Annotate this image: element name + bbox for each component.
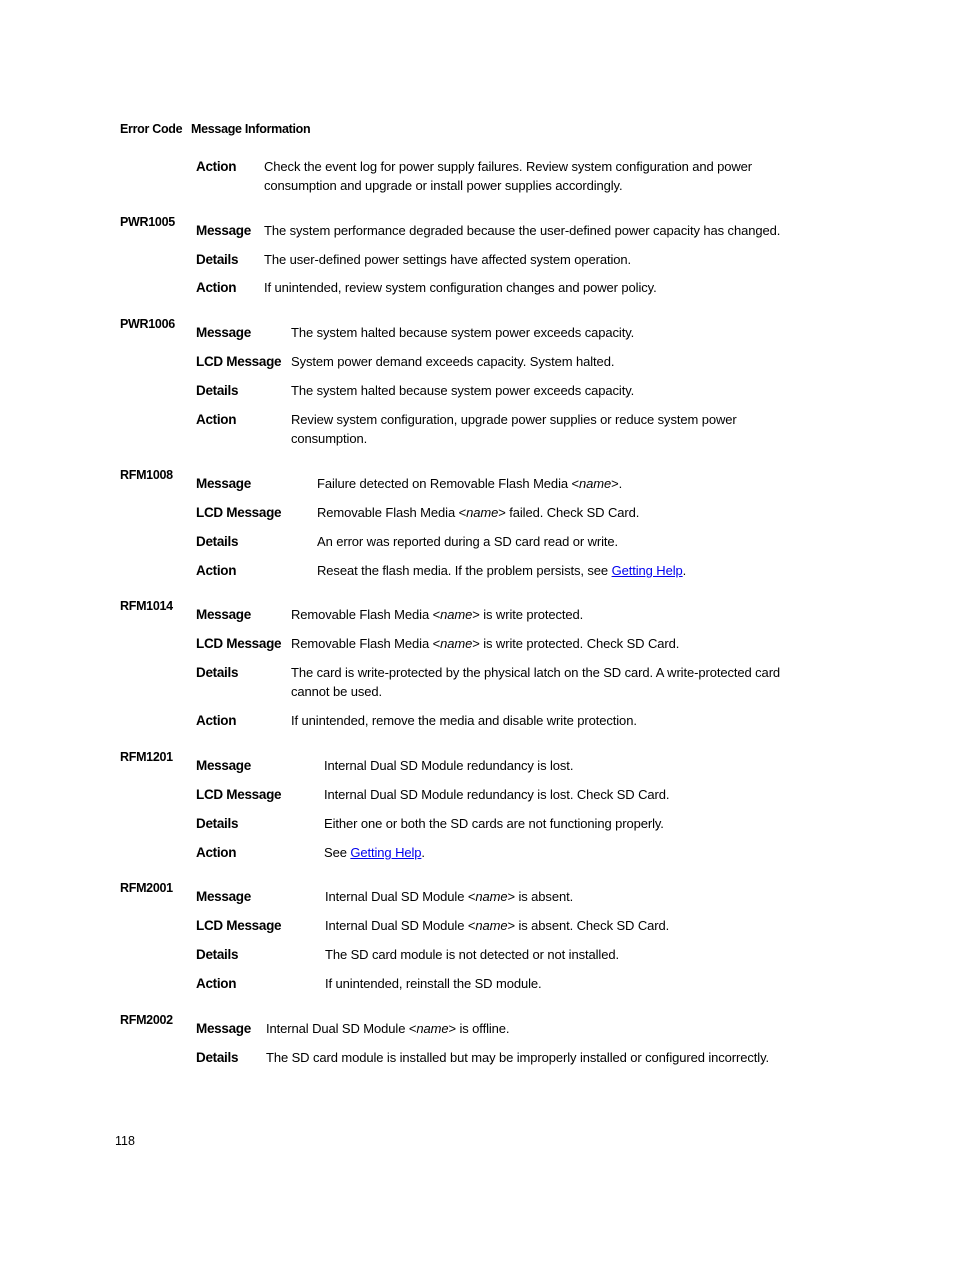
- row-text-post: .: [421, 845, 425, 860]
- row-label: LCD Message: [196, 787, 282, 802]
- error-code: PWR1006: [120, 317, 175, 331]
- row-text: Internal Dual SD Module redundancy is lost.: [324, 758, 574, 773]
- row-text-post: > is write protected. Check SD Card.: [472, 636, 680, 651]
- error-code: PWR1005: [120, 215, 175, 229]
- row-text-post: > is write protected.: [472, 607, 584, 622]
- row-label: Details: [196, 947, 239, 962]
- row-label: Action: [196, 280, 237, 295]
- row-text: If unintended, remove the media and disable write protection.: [291, 713, 637, 728]
- row-text: The SD card module is installed but may be improperly installed or configured incorrectly.: [266, 1050, 770, 1065]
- row-label: Message: [196, 758, 251, 773]
- row-text-post: .: [682, 563, 687, 578]
- row-text: The system performance degraded because the user-defined power capacity has changed.: [264, 223, 781, 238]
- row-label: Message: [196, 325, 251, 340]
- row-text: [317, 474, 816, 493]
- row-text: Review system configuration, upgrade power supplies or reduce system power consumption.: [291, 412, 737, 446]
- row-text: The system halted because system power exceeds capacity.: [291, 383, 635, 398]
- row-text: Internal Dual SD Module redundancy is lost. Check SD Card.: [324, 787, 670, 802]
- row-text: The SD card module is not detected or not installed.: [325, 947, 619, 962]
- row-text-pre: Internal Dual SD Module <: [266, 1021, 417, 1036]
- row-label: Details: [196, 1050, 239, 1065]
- error-code: RFM1008: [120, 468, 173, 482]
- row-label: Message: [196, 889, 251, 904]
- row-label: Message: [196, 223, 251, 238]
- row-text-pre: Internal Dual SD Module <: [325, 918, 476, 933]
- row-text-post: > is offline.: [448, 1021, 510, 1036]
- row-text-pre: Removable Flash Media <: [291, 636, 441, 651]
- row-label: LCD Message: [196, 505, 282, 520]
- row-label: Message: [196, 607, 251, 622]
- row-text: [317, 503, 816, 522]
- row-text: An error was reported during a SD card read or write.: [317, 534, 619, 549]
- placeholder-name: name: [416, 1021, 449, 1036]
- row-label: Message: [196, 1021, 251, 1036]
- row-text: [291, 605, 816, 624]
- error-code: RFM1014: [120, 599, 173, 613]
- row-text: Either one or both the SD cards are not functioning properly.: [324, 816, 664, 831]
- row-label: Action: [196, 845, 237, 860]
- column-header-message-information: Message Information: [191, 122, 311, 136]
- row-text-pre: Failure detected on Removable Flash Media <: [317, 476, 579, 491]
- row-label: LCD Message: [196, 354, 282, 369]
- row-label: Details: [196, 252, 239, 267]
- row-text: Check the event log for power supply failures. Review system configuration and power consumption and upgrade or install power supplies accordingly.: [264, 159, 753, 193]
- row-label: LCD Message: [196, 636, 282, 651]
- row-label: Details: [196, 383, 239, 398]
- row-text-pre: Removable Flash Media <: [291, 607, 441, 622]
- row-text: [325, 887, 816, 906]
- row-text: System power demand exceeds capacity. System halted.: [291, 354, 615, 369]
- row-label: Action: [196, 159, 237, 174]
- placeholder-name: name: [475, 918, 508, 933]
- placeholder-name: name: [466, 505, 499, 520]
- error-code: RFM2001: [120, 881, 173, 895]
- row-text: The card is write-protected by the physical latch on the SD card. A write-protected card cannot be used.: [291, 665, 781, 699]
- row-text: The system halted because system power exceeds capacity.: [291, 325, 635, 340]
- placeholder-name: name: [579, 476, 612, 491]
- error-code: RFM1201: [120, 750, 173, 764]
- row-text-post: >.: [611, 476, 623, 491]
- row-text-pre: Removable Flash Media <: [317, 505, 467, 520]
- getting-help-link[interactable]: Getting Help: [611, 563, 683, 578]
- row-text: [324, 843, 816, 862]
- row-label: Message: [196, 476, 251, 491]
- placeholder-name: name: [440, 636, 473, 651]
- row-text: [291, 634, 816, 653]
- row-label: Details: [196, 816, 239, 831]
- row-text-post: > is absent.: [507, 889, 574, 904]
- row-label: Action: [196, 412, 237, 427]
- row-label: LCD Message: [196, 918, 282, 933]
- row-text: [325, 916, 816, 935]
- row-label: Action: [196, 976, 237, 991]
- row-label: Action: [196, 713, 237, 728]
- row-text-pre: See: [324, 845, 351, 860]
- row-text: The user-defined power settings have affected system operation.: [264, 252, 632, 267]
- row-label: Action: [196, 563, 237, 578]
- row-text-pre: Internal Dual SD Module <: [325, 889, 476, 904]
- page-number: 118: [115, 1134, 135, 1148]
- row-text: [266, 1019, 816, 1038]
- row-text: [317, 561, 816, 580]
- error-code: RFM2002: [120, 1013, 173, 1027]
- row-label: Details: [196, 665, 239, 680]
- column-header-error-code: Error Code: [120, 122, 183, 136]
- row-text-post: > failed. Check SD Card.: [498, 505, 640, 520]
- row-text-pre: Reseat the flash media. If the problem persists, see: [317, 563, 612, 578]
- placeholder-name: name: [475, 889, 508, 904]
- placeholder-name: name: [440, 607, 473, 622]
- row-text: If unintended, reinstall the SD module.: [325, 976, 542, 991]
- row-text-post: > is absent. Check SD Card.: [507, 918, 670, 933]
- row-text: If unintended, review system configuration changes and power policy.: [264, 280, 657, 295]
- getting-help-link[interactable]: Getting Help: [350, 845, 422, 860]
- row-label: Details: [196, 534, 239, 549]
